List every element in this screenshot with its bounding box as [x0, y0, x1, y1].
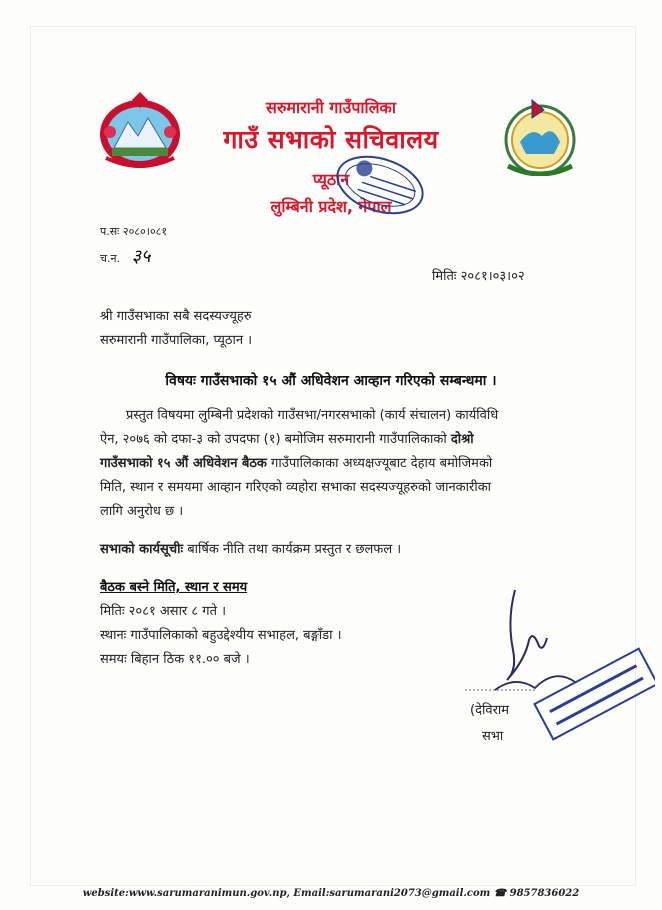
meeting-date: मितिः २०८१ असार ८ गते ।: [100, 604, 227, 619]
agenda-text: बार्षिक नीति तथा कार्यक्रम प्रस्तुत र छलफल ।: [183, 542, 402, 557]
meeting-place: स्थानः गाउँपालिकाको बहुउद्देश्यीय सभाहल, बङ्गाँडा ।: [100, 628, 342, 643]
letter-date: मितिः २०८१।०३।०२: [432, 269, 525, 284]
body-text: गाउँपालिकाका अध्यक्षज्यूबाट देहाय बमोजिमको: [266, 456, 493, 471]
meeting-time: समयः बिहान ठिक ११.०० बजे ।: [100, 652, 250, 667]
body-line: मिति, स्थान र समयमा आव्हान गरिएको व्यहोरा सभाका सदस्यज्यूहरुको जानकारीका: [100, 480, 492, 495]
letter-ref-number: प.सः २०८०।०८१: [100, 225, 168, 238]
footer-contact: website:www.sarumaranimun.gov.np, Email:sarumarani2073@gmail.com ☎ 9857836022: [82, 888, 580, 899]
body-line: [100, 428, 562, 452]
recipient-line-2: सरुमारानी गाउँपालिका, प्यूठान ।: [100, 333, 253, 348]
body-line: लागि अनुरोध छ ।: [100, 504, 184, 519]
agenda-label: सभाको कार्यसूचीः: [100, 542, 184, 557]
signatory-name: (देविराम: [470, 703, 510, 718]
meeting-heading: बैठक बस्ने मिति, स्थान र समय: [100, 580, 248, 595]
dispatch-label-text: च.न.: [100, 252, 121, 265]
body-line: प्रस्तुत विषयमा लुम्बिनी प्रदेशको गाउँसभा/नगरसभाको (कार्य संचालन) कार्यविधि: [126, 408, 499, 423]
signatory-title: सभा: [482, 729, 504, 744]
dispatch-number: ३५: [131, 246, 151, 267]
official-stamp-icon: [330, 150, 430, 220]
body-text: ऐन, २०७६ को दफा-३ को उपदफा (१) बमोजिम सरुमारानी गाउँपालिकाको: [100, 432, 451, 447]
letter-subject: विषयः गाउँसभाको १५ औं अधिवेशन आव्हान गरिएको सम्बन्धमा ।: [165, 373, 497, 389]
municipality-name: सरुमारानी गाउँपालिका: [266, 98, 396, 117]
office-title: गाउँ सभाको सचिवालय: [223, 125, 439, 154]
recipient-line-1: श्री गाउँसभाका सबै सदस्यज्यूहरु: [100, 309, 252, 324]
letter-body: [100, 404, 562, 524]
dispatch-label: [100, 244, 150, 268]
province-country: लुम्बिनी प्रदेश, नेपाल: [270, 197, 392, 216]
body-line: [100, 452, 562, 476]
district-name: प्यूठान: [312, 170, 350, 189]
body-bold-text: गाउँसभाको १५ औं अधिवेशन बैठक: [100, 456, 267, 471]
agenda-line: [100, 539, 401, 557]
body-bold-text: दोश्रो: [450, 432, 474, 447]
